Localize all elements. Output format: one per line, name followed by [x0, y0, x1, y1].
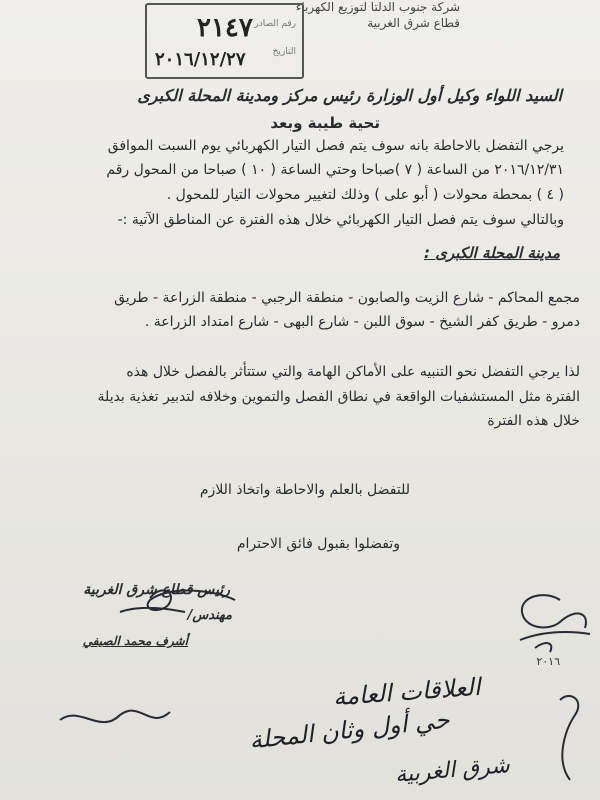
body-line: ( ٤ ) بمحطة محولات ( أبو على ) وذلك لتغيير محولات التيار للمحول .	[166, 187, 564, 203]
city-heading: مدينة المحلة الكبرى :	[424, 244, 560, 262]
bottom-flourish-scribble	[560, 696, 578, 780]
reference-date-label: التاريخ	[272, 47, 296, 57]
closing-line: للتفضل بالعلم والاحاطة واتخاذ اللازم	[199, 482, 410, 498]
request-line: الفترة مثل المستشفيات الواقعة في نطاق الفصل والتموين وخلافه لتدبير تغذية بديلة	[97, 389, 580, 405]
right-signature-scribble	[520, 595, 590, 652]
main-signature-scribble	[120, 590, 235, 612]
areas-line: دمرو - طريق كفر الشيخ - سوق اللبن - شارع البهى - شارع امتداد الزراعة .	[144, 314, 580, 330]
reference-number-label: رقم الصادر	[254, 19, 296, 29]
signatory-name: أشرف محمد الصيفي	[82, 634, 188, 648]
body-line: ٢٠١٦/١٢/٣١ من الساعة ( ٧ )صباحا وحتي الساعة ( ١٠ ) صباحا من المحول رقم	[106, 162, 564, 178]
sector-name: قطاع شرق الغربية	[367, 16, 460, 30]
organization-name: شركة جنوب الدلتا لتوزيع الكهرباء	[295, 0, 460, 14]
addressee: السيد اللواء وكيل أول الوزارة رئيس مركز ومدينة المحلة الكبرى	[137, 86, 562, 105]
signatory-role: مهندس/	[187, 608, 232, 623]
handwritten-note: شرق الغربية	[394, 753, 511, 788]
handwritten-note: حي أول وثان المحلة	[248, 705, 451, 755]
handwritten-note: العلاقات العامة	[331, 672, 481, 712]
body-line: يرجي التفضل بالاحاطة بانه سوف يتم فصل التيار الكهربائي يوم السبت الموافق	[107, 138, 564, 154]
reference-number: ٢١٤٧	[197, 13, 253, 43]
handwritten-year-note: ٢٠١٦	[536, 655, 560, 668]
margin-mark-scribble	[60, 711, 170, 722]
reference-date: ٢٠١٦/١٢/٢٧	[155, 49, 246, 70]
body-line: وبالتالي سوف يتم فصل التيار الكهربائي خلال هذه الفترة عن المناطق الآتية :-	[117, 212, 564, 228]
closing-regards: وتفضلوا بقبول فائق الاحترام	[236, 536, 400, 552]
areas-line: مجمع المحاكم - شارع الزيت والصابون - منطقة الرجبي - منطقة الزراعة - طريق	[114, 290, 580, 306]
greeting: تحية طيبة وبعد	[270, 114, 380, 132]
signatory-title: رئيس قطاع شرق الغربية	[83, 582, 230, 598]
request-line: خلال هذه الفترة	[487, 413, 580, 429]
request-line: لذا يرجي التفضل نحو التنبيه على الأماكن الهامة والتي ستتأثر بالفصل خلال هذه	[126, 364, 580, 380]
